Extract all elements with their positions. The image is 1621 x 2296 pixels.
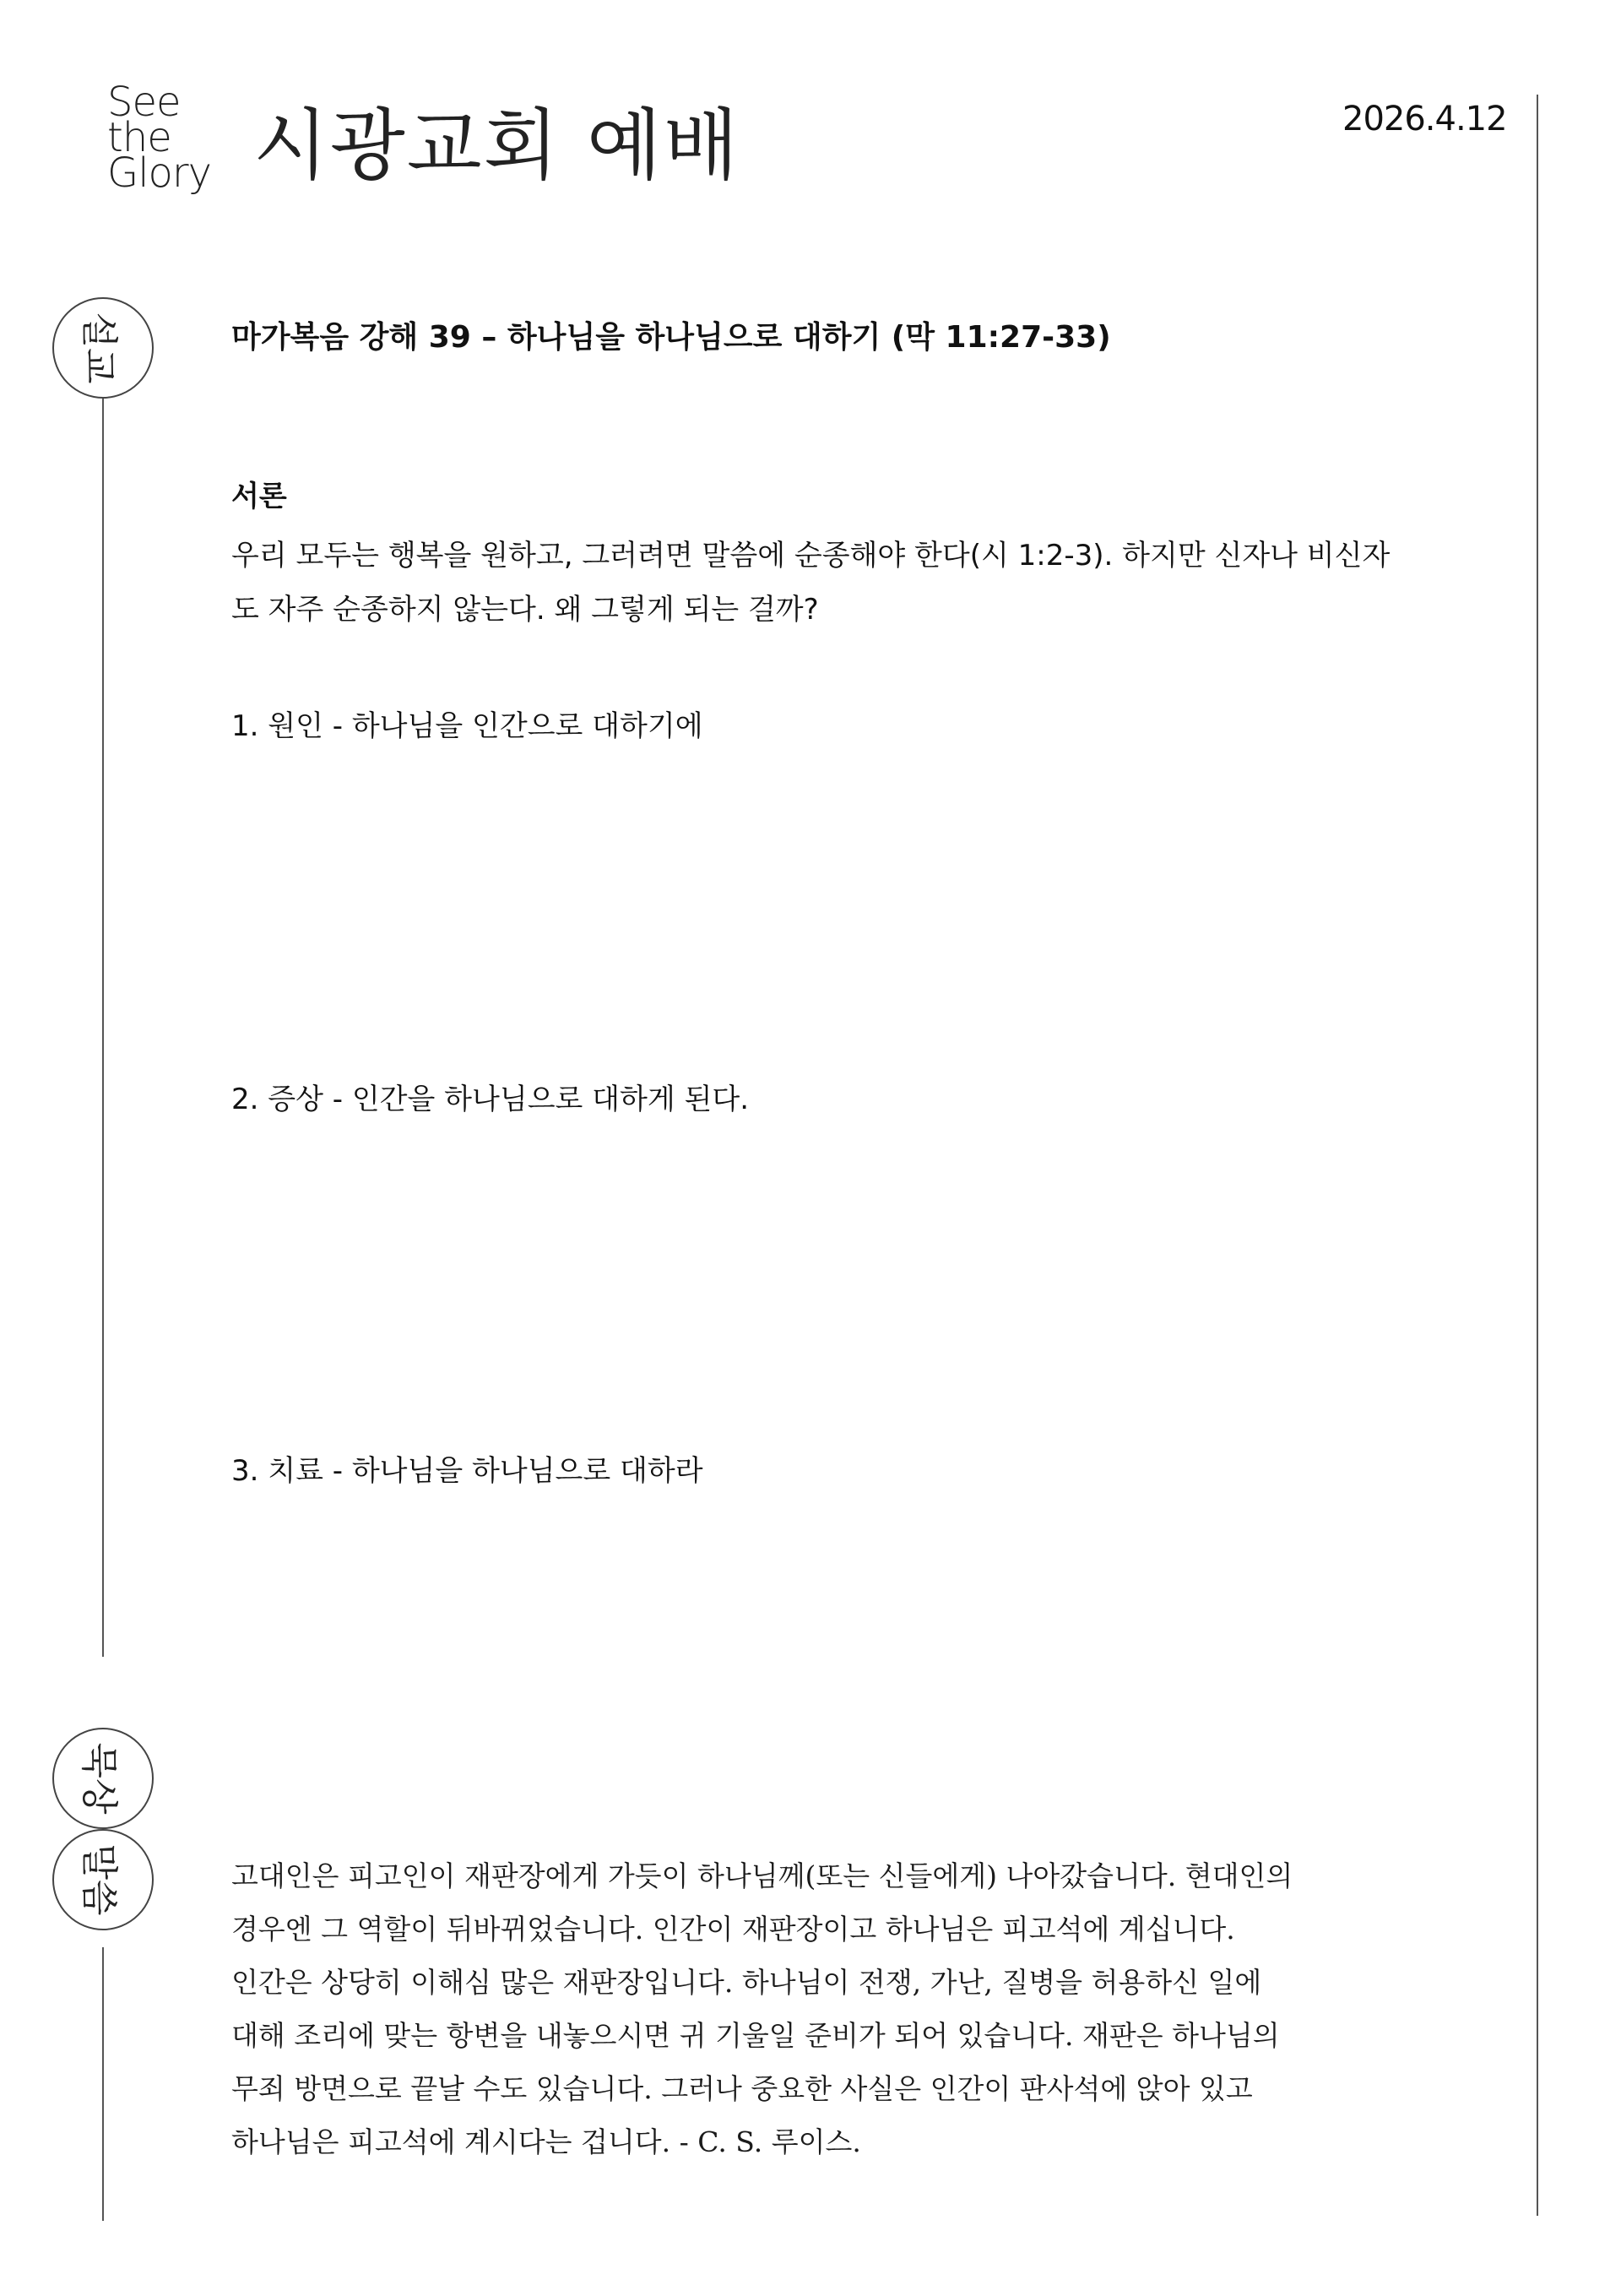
sermon-section-badge — [52, 297, 154, 399]
sermon-point-symptom: 2. 증상 - 인간을 하나님으로 대하게 된다. — [231, 1083, 750, 1116]
intro-heading: 서론 — [231, 480, 287, 513]
quote-line: 하나님은 피고석에 계시다는 겁니다. - C. S. 루이스. — [231, 2125, 861, 2158]
meditation-badge-label: 묵상 — [77, 1742, 121, 1815]
sermon-title: 마가복음 강해 39 – 하나님을 하나님으로 대하기 (막 11:27-33) — [231, 320, 1111, 355]
quote-line: 무죄 방면으로 끝날 수도 있습니다. 그러나 중요한 사실은 인간이 판사석에 앉아 있고 — [231, 2072, 1253, 2105]
word-badge-label: 말씀 — [77, 1843, 121, 1916]
service-date: 2026.4.12 — [1342, 100, 1507, 138]
meditation-section-badge — [52, 1728, 154, 1829]
logo-line-the: the — [107, 114, 171, 161]
quote-line: 고대인은 피고인이 재판장에게 가듯이 하나님께(또는 신들에게) 나아갔습니다. 현대인의 — [231, 1859, 1293, 1892]
see-the-glory-logo — [107, 79, 212, 197]
logo-line-see: See — [107, 79, 181, 126]
word-section-badge — [52, 1829, 154, 1930]
quote-line: 대해 조리에 맞는 항변을 내놓으시면 귀 기울일 준비가 되어 있습니다. 재판은 하나님의 — [231, 2019, 1280, 2052]
logo-line-glory: Glory — [107, 149, 212, 197]
intro-line: 우리 모두는 행복을 원하고, 그러려면 말씀에 순종해야 한다(시 1:2-3). 하지만 신자나 비신자 — [231, 539, 1391, 573]
meditation-timeline-rule — [102, 1947, 104, 2221]
right-vertical-rule — [1537, 95, 1538, 2216]
meditation-quote — [231, 1849, 1293, 2168]
intro-body — [231, 529, 1464, 637]
quote-line: 인간은 상당히 이해심 많은 재판장입니다. 하나님이 전쟁, 가난, 질병을 허용하신 일에 — [231, 1966, 1262, 1999]
sermon-timeline-rule — [102, 399, 104, 1657]
sermon-point-cause: 1. 원인 - 하나님을 인간으로 대하기에 — [231, 709, 703, 743]
quote-line: 경우엔 그 역할이 뒤바뀌었습니다. 인간이 재판장이고 하나님은 피고석에 계십니다. — [231, 1913, 1235, 1946]
sermon-point-cure: 3. 치료 - 하나님을 하나님으로 대하라 — [231, 1454, 703, 1488]
sermon-badge-label: 설교 — [77, 312, 121, 384]
church-title: 시광교회 예배 — [253, 100, 740, 191]
intro-line: 도 자주 순종하지 않는다. 왜 그렇게 되는 걸까? — [231, 593, 819, 627]
